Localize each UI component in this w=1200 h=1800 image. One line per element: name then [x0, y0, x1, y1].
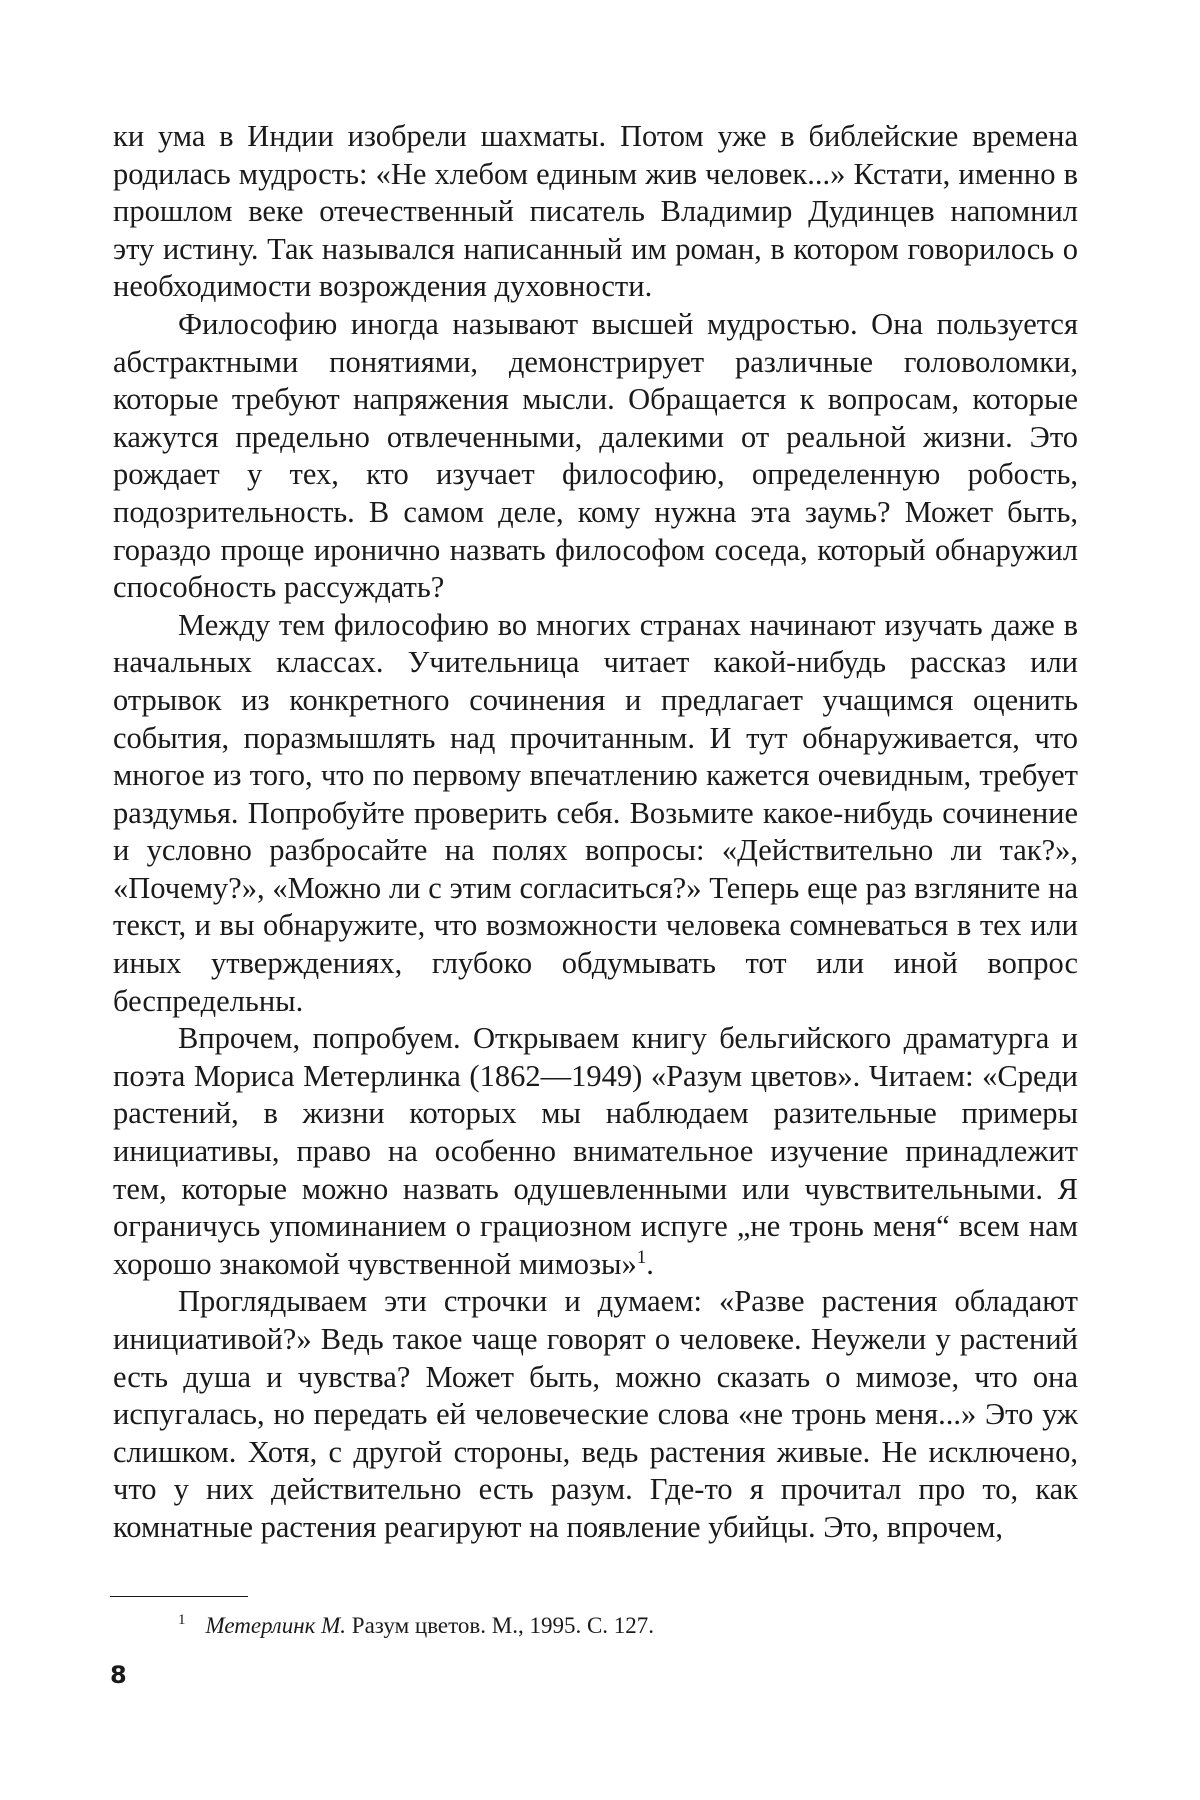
paragraph-2: Философию иногда называют высшей мудростью. Она пользуется абстрактными понятиями, демонстрирует различные головоломки, которые требуют напряжения мысли. Обращается к вопросам, которые кажутся предельно отвлеченными, далекими от реальной жизни. Это рождает у тех, кто изучает философию, определенную робость, подозрительность. В самом деле, кому нужна эта заумь? Может быть, гораздо проще иронично назвать философом соседа, который обнаружил способность рассуждать?: [113, 306, 1078, 605]
paragraph-1: ки ума в Индии изобрели шахматы. Потом уже в библейские времена родилась мудрость: «Не хлебом единым жив человек...» Кстати, именно в прошлом веке отечественный писатель Владимир Дудинцев напомнил эту истину. Так назывался написанный им роман, в котором говорилось о необходимости возрождения духовности.: [113, 119, 1078, 304]
footnote-author: Метерлинк М.: [205, 1613, 347, 1638]
footnote-citation: Разум цветов. М., 1995. С. 127.: [346, 1613, 655, 1638]
paragraph-4: Впрочем, попробуем. Открываем книгу бельгийского драматурга и поэта Мориса Метерлинка (1862—1949) «Разум цветов». Читаем: «Среди растений, в жизни которых мы наблюдаем разительные примеры инициативы, право на особенно внимательное изучение принадлежит тем, которые можно назвать одушевленными или чувствительными. Я ограничусь упоминанием о грациозном испуге „не тронь меня“ всем нам хорошо знакомой чувственной мимозы»$^1$.: [113, 1021, 1078, 1281]
main-text: [113, 118, 1078, 1547]
footnote-divider: [110, 1596, 248, 1597]
footnote-number: 1: [178, 1612, 186, 1629]
footnote: [178, 1612, 1078, 1640]
paragraph-3: Между тем философию во многих странах начинают изучать даже в начальных классах. Учительница читает какой-нибудь рассказ или отрывок из конкретного сочинения и предлагает учащимся оценить события, поразмышлять над прочитанным. И тут обнаруживается, что многое из того, что по первому впечатлению кажется очевидным, требует раздумья. Попробуйте проверить себя. Возьмите какое-нибудь сочинение и условно разбросайте на полях вопросы: «Действительно ли так?», «Почему?», «Можно ли с этим согласиться?» Теперь еще раз взгляните на текст, и вы обнаружите, что возможности человека сомневаться в тех или иных утверждениях, глубоко обдумывать тот или иной вопрос беспредельны.: [113, 607, 1078, 1018]
page-number: 8: [110, 1661, 127, 1689]
footnote-reference[interactable]: 1: [636, 1246, 647, 1268]
paragraph-5: Проглядываем эти строчки и думаем: «Разве растения обладают инициативой?» Ведь такое чаще говорят о человеке. Неужели у растений есть душа и чувства? Может быть, можно сказать о мимозе, что она испугалась, но передать ей человеческие слова «не тронь меня...» Это уж слишком. Хотя, с другой стороны, ведь растения живые. Не исключено, что у них действительно есть разум. Где-то я прочитал про то, как комнатные растения реагируют на появление убийцы. Это, впрочем,: [113, 1284, 1078, 1544]
